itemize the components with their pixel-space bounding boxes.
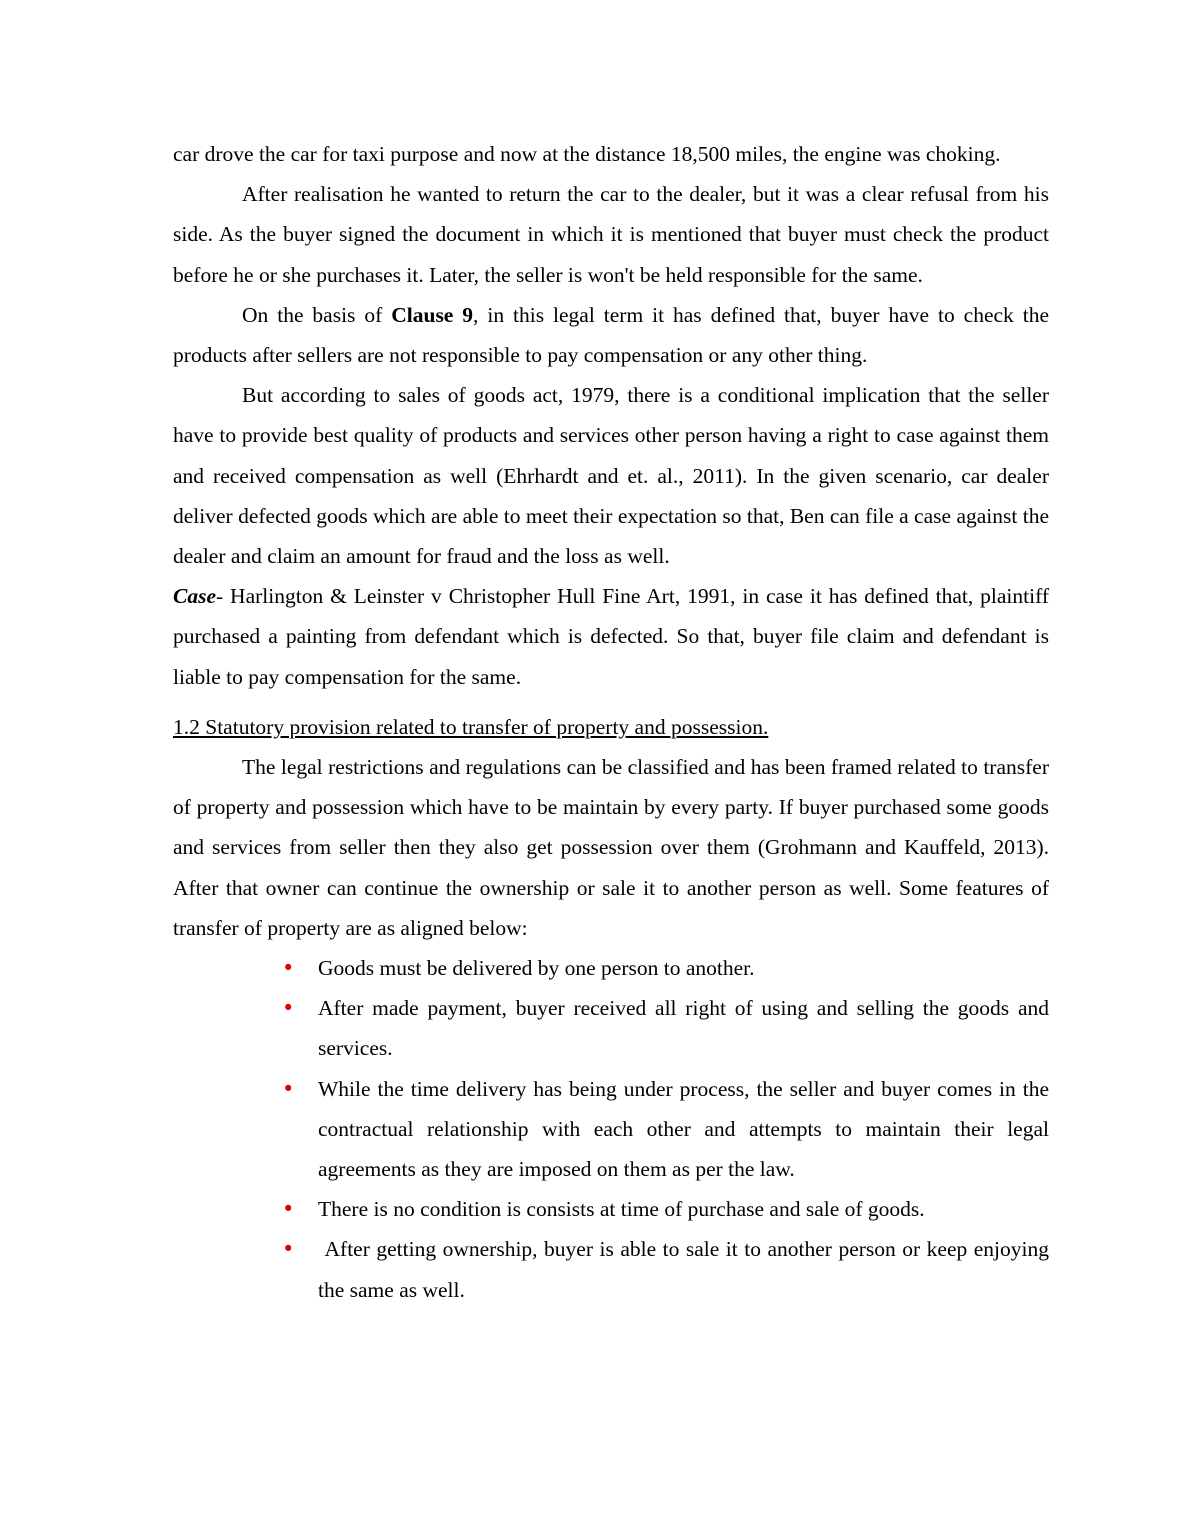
- clause-intro-text: On the basis of: [242, 302, 392, 327]
- paragraph-realisation: After realisation he wanted to return the car to the dealer, but it was a clear refusal from his side. As the buyer signed the document in which it is mentioned that buyer must check the product before he or she purchases it. Later, the seller is won't be held responsible for the same.: [173, 182, 1049, 287]
- list-item-text: While the time delivery has being under process, the seller and buyer comes in the contractual relationship with each other and attempts to maintain their legal agreements as they are imposed on them as per the law.: [318, 1076, 1049, 1182]
- paragraph-sales-of-goods-act: But according to sales of goods act, 1979, there is a conditional implication that the seller have to provide best quality of products and services other person having a right to case against them and received compensation as well (Ehrhardt and et. al., 2011). In the given scenario, car dealer deliver defected goods which are able to meet their expectation so that, Ben can file a case against the dealer and claim an amount for fraud and the loss as well.: [173, 383, 1049, 569]
- paragraph-transfer-of-property: The legal restrictions and regulations can be classified and has been framed related to transfer of property and possession which have to be maintain by every party. If buyer purchased some goods and services from seller then they also get possession over them (Grohmann and Kauffeld, 2013). After that owner can continue the ownership or sale it to another person as well. Some features of transfer of property are as aligned below:: [173, 755, 1049, 940]
- case-text: - Harlington & Leinster v Christopher Hull Fine Art, 1991, in case it has defined that, plaintiff purchased a painting from defendant which is defected. So that, buyer file claim and defendant is liable to pay compensation for the same.: [173, 584, 1049, 689]
- list-item: [282, 988, 1049, 1068]
- bullet-icon: •: [282, 956, 295, 981]
- list-item: [282, 1069, 1049, 1190]
- list-item-text: After made payment, buyer received all right of using and selling the goods and services.: [318, 996, 1049, 1061]
- section-heading: 1.2 Statutory provision related to transfer of property and possession.: [173, 714, 769, 739]
- list-item-text: There is no condition is consists at time of purchase and sale of goods.: [318, 1197, 925, 1222]
- feature-list: [173, 948, 1055, 1310]
- paragraph-continuation: car drove the car for taxi purpose and now at the distance 18,500 miles, the engine was choking.: [173, 142, 1001, 166]
- paragraph-clause-9: [173, 295, 1049, 375]
- list-item-text: After getting ownership, buyer is able to sale it to another person or keep enjoying the same as well.: [318, 1237, 1055, 1302]
- bullet-icon: •: [282, 1237, 295, 1262]
- document-page: [173, 134, 1055, 1310]
- clause-9-bold: Clause 9: [391, 302, 474, 327]
- bullet-icon: •: [282, 1076, 295, 1101]
- case-label: Case: [173, 584, 216, 609]
- clause-body-text: , in this legal term it has defined that, buyer have to check the products after sellers are not responsible to pay compensation or any other thing.: [173, 302, 1049, 368]
- bullet-icon: •: [282, 996, 295, 1021]
- list-item-text: Goods must be delivered by one person to another.: [318, 956, 755, 981]
- list-item: [282, 1229, 1055, 1309]
- list-item: [282, 1189, 1049, 1229]
- list-item: [282, 948, 1049, 988]
- paragraph-case: [173, 576, 1049, 697]
- bullet-icon: •: [282, 1197, 295, 1222]
